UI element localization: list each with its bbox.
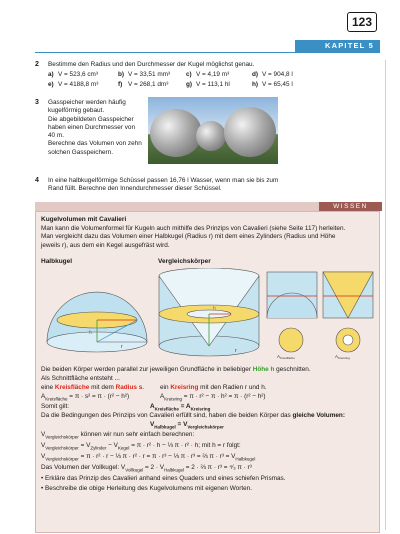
gas-sphere [150, 109, 202, 157]
item-label: d) [252, 71, 259, 78]
item-value: V = 268,1 dm³ [128, 81, 169, 88]
item-value: V = 113,1 hl [196, 81, 230, 88]
item-label: h) [252, 81, 259, 88]
text-line: haben einen Durchmesser von [48, 123, 136, 131]
text-line: In eine halbkugelförmige Schüssel passen 16,76 l Wasser, wenn man sie bis zum [48, 177, 279, 184]
derivation-line-4b: $A_{Kreisring} = \pi \cdot r^2 - \pi \cdot h^2 = \pi \cdot (r^2 - h^2)$ [160, 393, 266, 402]
item-label: b) [118, 71, 125, 78]
wissen-title: Kugelvolumen mit Cavalieri [41, 216, 127, 223]
wissen-intro [41, 225, 345, 250]
derivation-line-7: $V_{Halbkugel} = V_{Vergleichskörper}$ [150, 421, 224, 430]
derivation-line-5a: Somit gilt: [41, 403, 70, 410]
exercise-2-number: 2 [35, 61, 39, 68]
figure-label-vergleichskoerper: Vergleichskörper [158, 258, 211, 265]
derivation-line-6: Da die Bedingungen des Prinzips von Cavalieri erfüllt sind, haben die beiden Körper das gleiche Volumen: [41, 412, 345, 419]
margin-rule [385, 60, 386, 530]
derivation-line-5b: $A_{Kreisfläche} = A_{Kreisring}$ [150, 403, 211, 412]
text-line: Die abgebildeten Gasspeicher [48, 115, 134, 123]
exercise-4-text [48, 177, 278, 194]
item-value: V = 904,8 l [262, 71, 293, 78]
wissen-tab: WISSEN [319, 202, 382, 211]
h-label: h [89, 330, 92, 336]
chapter-rule [35, 52, 380, 53]
figure-label-halbkugel: Halbkugel [41, 258, 73, 265]
text-line: Berechne das Volumen von zehn [48, 140, 142, 148]
area-label-circle: $A_{Kreisfläche}$ [277, 354, 295, 360]
item-value: V = 65,45 l [262, 81, 293, 88]
task-bullet: • Erkläre das Prinzip des Cavalieri anhand eines Quaders und eines schiefen Prismas. [41, 475, 286, 482]
exercise-3-number: 3 [35, 99, 39, 106]
item-label: e) [48, 81, 54, 88]
gas-tanks-photo [148, 97, 278, 164]
item-label: g) [186, 81, 193, 88]
gas-sphere [196, 121, 226, 151]
derivation-line-4a: $A_{Kreisfläche} = \pi \cdot s^2 = \pi \cdot (r^2 - h^2)$ [41, 393, 130, 402]
text-line: kugelförmig gebaut. [48, 107, 105, 115]
text-line: Man vergleicht dazu das Volumen einer Halbkugel (Radius r) mit dem eines Zylinders (Radius und Höhe [41, 233, 336, 241]
text-line: Man kann die Volumenformel für Kugeln auch mithilfe des Prinzips von Cavalieri (siehe Seite 117) herleiten. [41, 225, 346, 232]
page-number: 123 [347, 12, 377, 32]
item-value: V = 523,6 cm³ [58, 71, 98, 78]
area-label-ring: $A_{Kreisring}$ [335, 354, 350, 360]
derivation-line-8: $V_{Vergleichskörper}$ können wir nun sehr einfach berechnen: [41, 431, 195, 440]
derivation-line-1: Die beiden Körper werden parallel zur jeweiligen Grundfläche in beliebiger Höhe h geschnitten. [41, 366, 311, 373]
exercise-4-number: 4 [35, 177, 39, 184]
item-label: a) [48, 71, 54, 78]
gas-sphere [224, 107, 276, 157]
task-bullet: • Beschreibe die obige Herleitung des Kugelvolumens mit eigenen Worten. [41, 485, 253, 492]
r-label: r [121, 344, 123, 350]
item-label: f) [118, 81, 123, 88]
text-line: Rand füllt. Berechne den Innendurchmesser dieser Schüssel. [48, 185, 222, 193]
derivation-line-10: $V_{Vergleichskörper} = \pi \cdot r^2 \cdot r$ − ⅓ π · r² · r = π · r³ − ⅓ π · r³ = ⅔ $\pi \cdot r^3 = V_{Halbkugel}$ [41, 453, 256, 462]
exercise-2-text: Bestimme den Radius und den Durchmesser der Kugel möglichst genau. [48, 61, 255, 68]
hemisphere-figure [41, 268, 153, 358]
item-value: V = 33,51 mm³ [128, 71, 171, 78]
cross-section-figure [265, 268, 377, 360]
derivation-line-3a: eine Kreisfläche mit dem Radius s. [41, 384, 145, 391]
text-line: solchen Gasspeichern. [48, 148, 114, 156]
text-line: Gasspeicher werden häufig [48, 99, 126, 106]
derivation-line-3b: ein Kreisring mit den Radien r und h. [160, 384, 267, 391]
item-value: V = 4188,8 m³ [58, 81, 99, 88]
derivation-line-11: Das Volumen der Vollkugel: $V_{Vollkugel} = 2 \cdot V_{Halbkugel} = 2$ · ⅔ π · r³ = ⁴⁄₃ π · r³ [41, 464, 252, 473]
h-label: h [213, 306, 216, 312]
derivation-line-9: $V_{Vergleichskörper} = V_{Zylinder} - V_{Kegel} = \pi \cdot r^2 \cdot h$ − ⅓ π · r² · h; mit h = r folgt: [41, 442, 241, 451]
text-line: jeweils r), aus dem ein Kegel ausgefräst wird. [41, 241, 170, 249]
comparison-body-figure [155, 268, 263, 360]
chapter-label: KAPITEL 5 [295, 40, 380, 52]
item-label: c) [186, 71, 192, 78]
exercise-3-text [48, 99, 142, 157]
item-value: V = 4,19 m³ [196, 71, 230, 78]
text-line: 40 m. [48, 132, 64, 140]
derivation-line-2: Als Schnittfläche entsteht ... [41, 375, 120, 382]
r-label: r [235, 348, 237, 354]
